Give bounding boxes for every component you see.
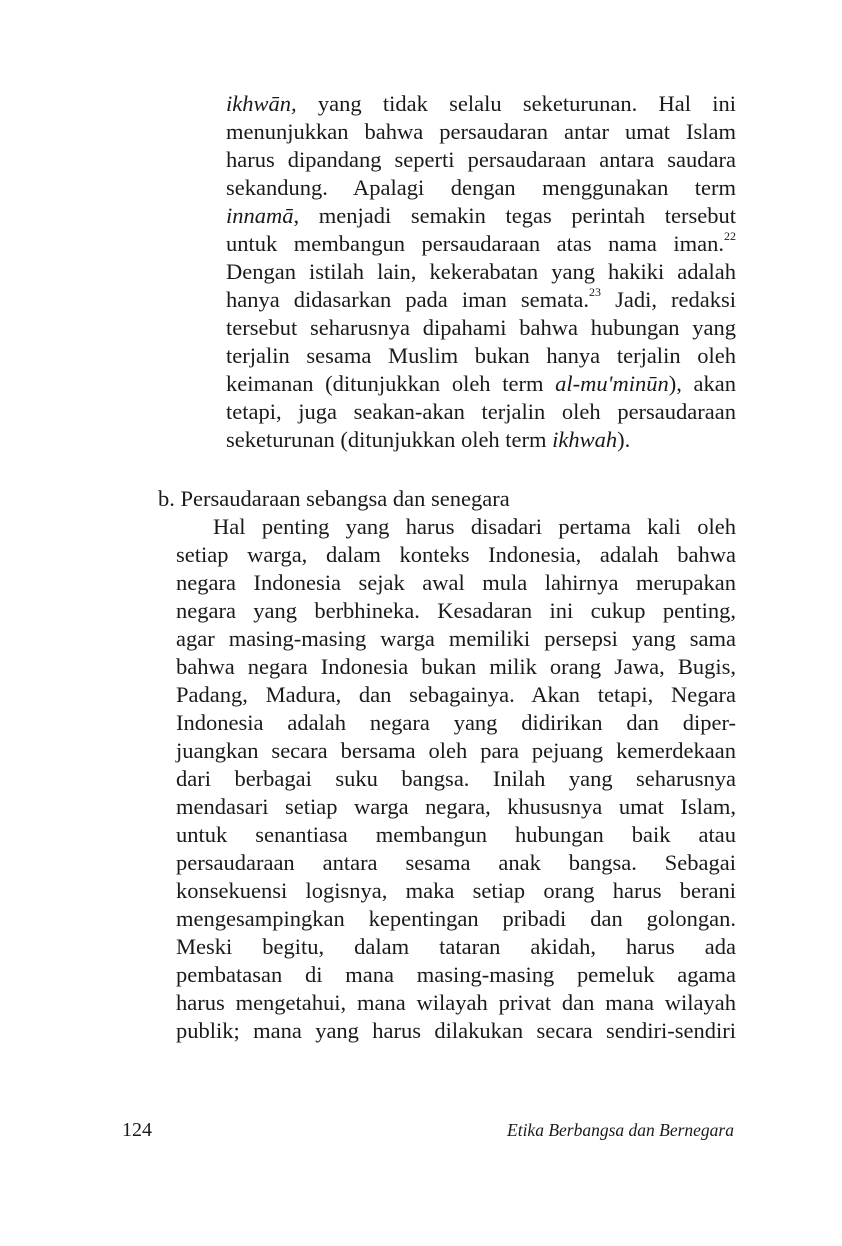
text-line: pembatasan di mana masing-masing pemeluk agama (176, 962, 736, 987)
footnote-ref: 22 (724, 228, 736, 243)
text-line: sekandung. Apalagi dengan menggunakan term (226, 175, 736, 200)
text-line: untuk senantiasa membangun hubungan baik atau (176, 822, 736, 847)
text-line: agar masing-masing warga memiliki persepsi yang sama (176, 626, 736, 651)
text-line: Indonesia adalah negara yang didirikan dan diper- (176, 710, 736, 735)
text-line: setiap warga, dalam konteks Indonesia, adalah bahwa (176, 542, 736, 567)
text-line: bahwa negara Indonesia bukan milik orang Jawa, Bugis, (176, 654, 736, 679)
text-line: keimanan (ditunjukkan oleh term al-mu'minūn), akan (226, 371, 736, 396)
text-line: Meski begitu, dalam tataran akidah, harus ada (176, 934, 736, 959)
text-line: harus mengetahui, mana wilayah privat dan mana wilayah (176, 990, 736, 1015)
text-line: untuk membangun persaudaraan atas nama iman.$^{22}$ (226, 228, 736, 256)
running-footer-title: Etika Berbangsa dan Bernegara (507, 1120, 734, 1140)
section-heading: b. Persaudaraan sebangsa dan senegara (158, 486, 510, 511)
text-line: tetapi, juga seakan-akan terjalin oleh persaudaraan (226, 399, 736, 424)
text-line: innamā, menjadi semakin tegas perintah tersebut (226, 203, 736, 228)
text-line: terjalin sesama Muslim bukan hanya terjalin oleh (226, 343, 736, 368)
text-line: mengesampingkan kepentingan pribadi dan golongan. (176, 906, 736, 931)
page-number: 124 (122, 1119, 152, 1141)
text-line: hanya didasarkan pada iman semata.$^{23}$ Jadi, redaksi (226, 284, 736, 312)
text-line: menunjukkan bahwa persaudaran antar umat Islam (226, 119, 736, 144)
text-line: Hal penting yang harus disadari pertama kali oleh (213, 514, 736, 539)
text-line: Padang, Madura, dan sebagainya. Akan tetapi, Negara (176, 682, 736, 707)
text-line: publik; mana yang harus dilakukan secara sendiri-sendiri (176, 1018, 736, 1043)
footnote-ref: 23 (589, 284, 602, 299)
text-line: tersebut seharusnya dipahami bahwa hubungan yang (226, 315, 736, 340)
text-line: mendasari setiap warga negara, khususnya umat Islam, (176, 794, 736, 819)
text-line: seketurunan (ditunjukkan oleh term ikhwah). (226, 427, 631, 452)
text-line: dari berbagai suku bangsa. Inilah yang seharusnya (176, 766, 736, 791)
text-line: persaudaraan antara sesama anak bangsa. Sebagai (176, 850, 736, 875)
text-line: juangkan secara bersama oleh para pejuang kemerdekaan (176, 738, 736, 763)
text-line: ikhwān, yang tidak selalu seketurunan. Hal ini (226, 91, 736, 116)
text-line: Dengan istilah lain, kekerabatan yang hakiki adalah (226, 259, 736, 284)
text-line: negara yang berbhineka. Kesadaran ini cukup penting, (176, 598, 736, 623)
text-line: negara Indonesia sejak awal mula lahirnya merupakan (176, 570, 736, 595)
text-line: harus dipandang seperti persaudaraan antara saudara (226, 147, 736, 172)
text-line: konsekuensi logisnya, maka setiap orang harus berani (176, 878, 736, 903)
